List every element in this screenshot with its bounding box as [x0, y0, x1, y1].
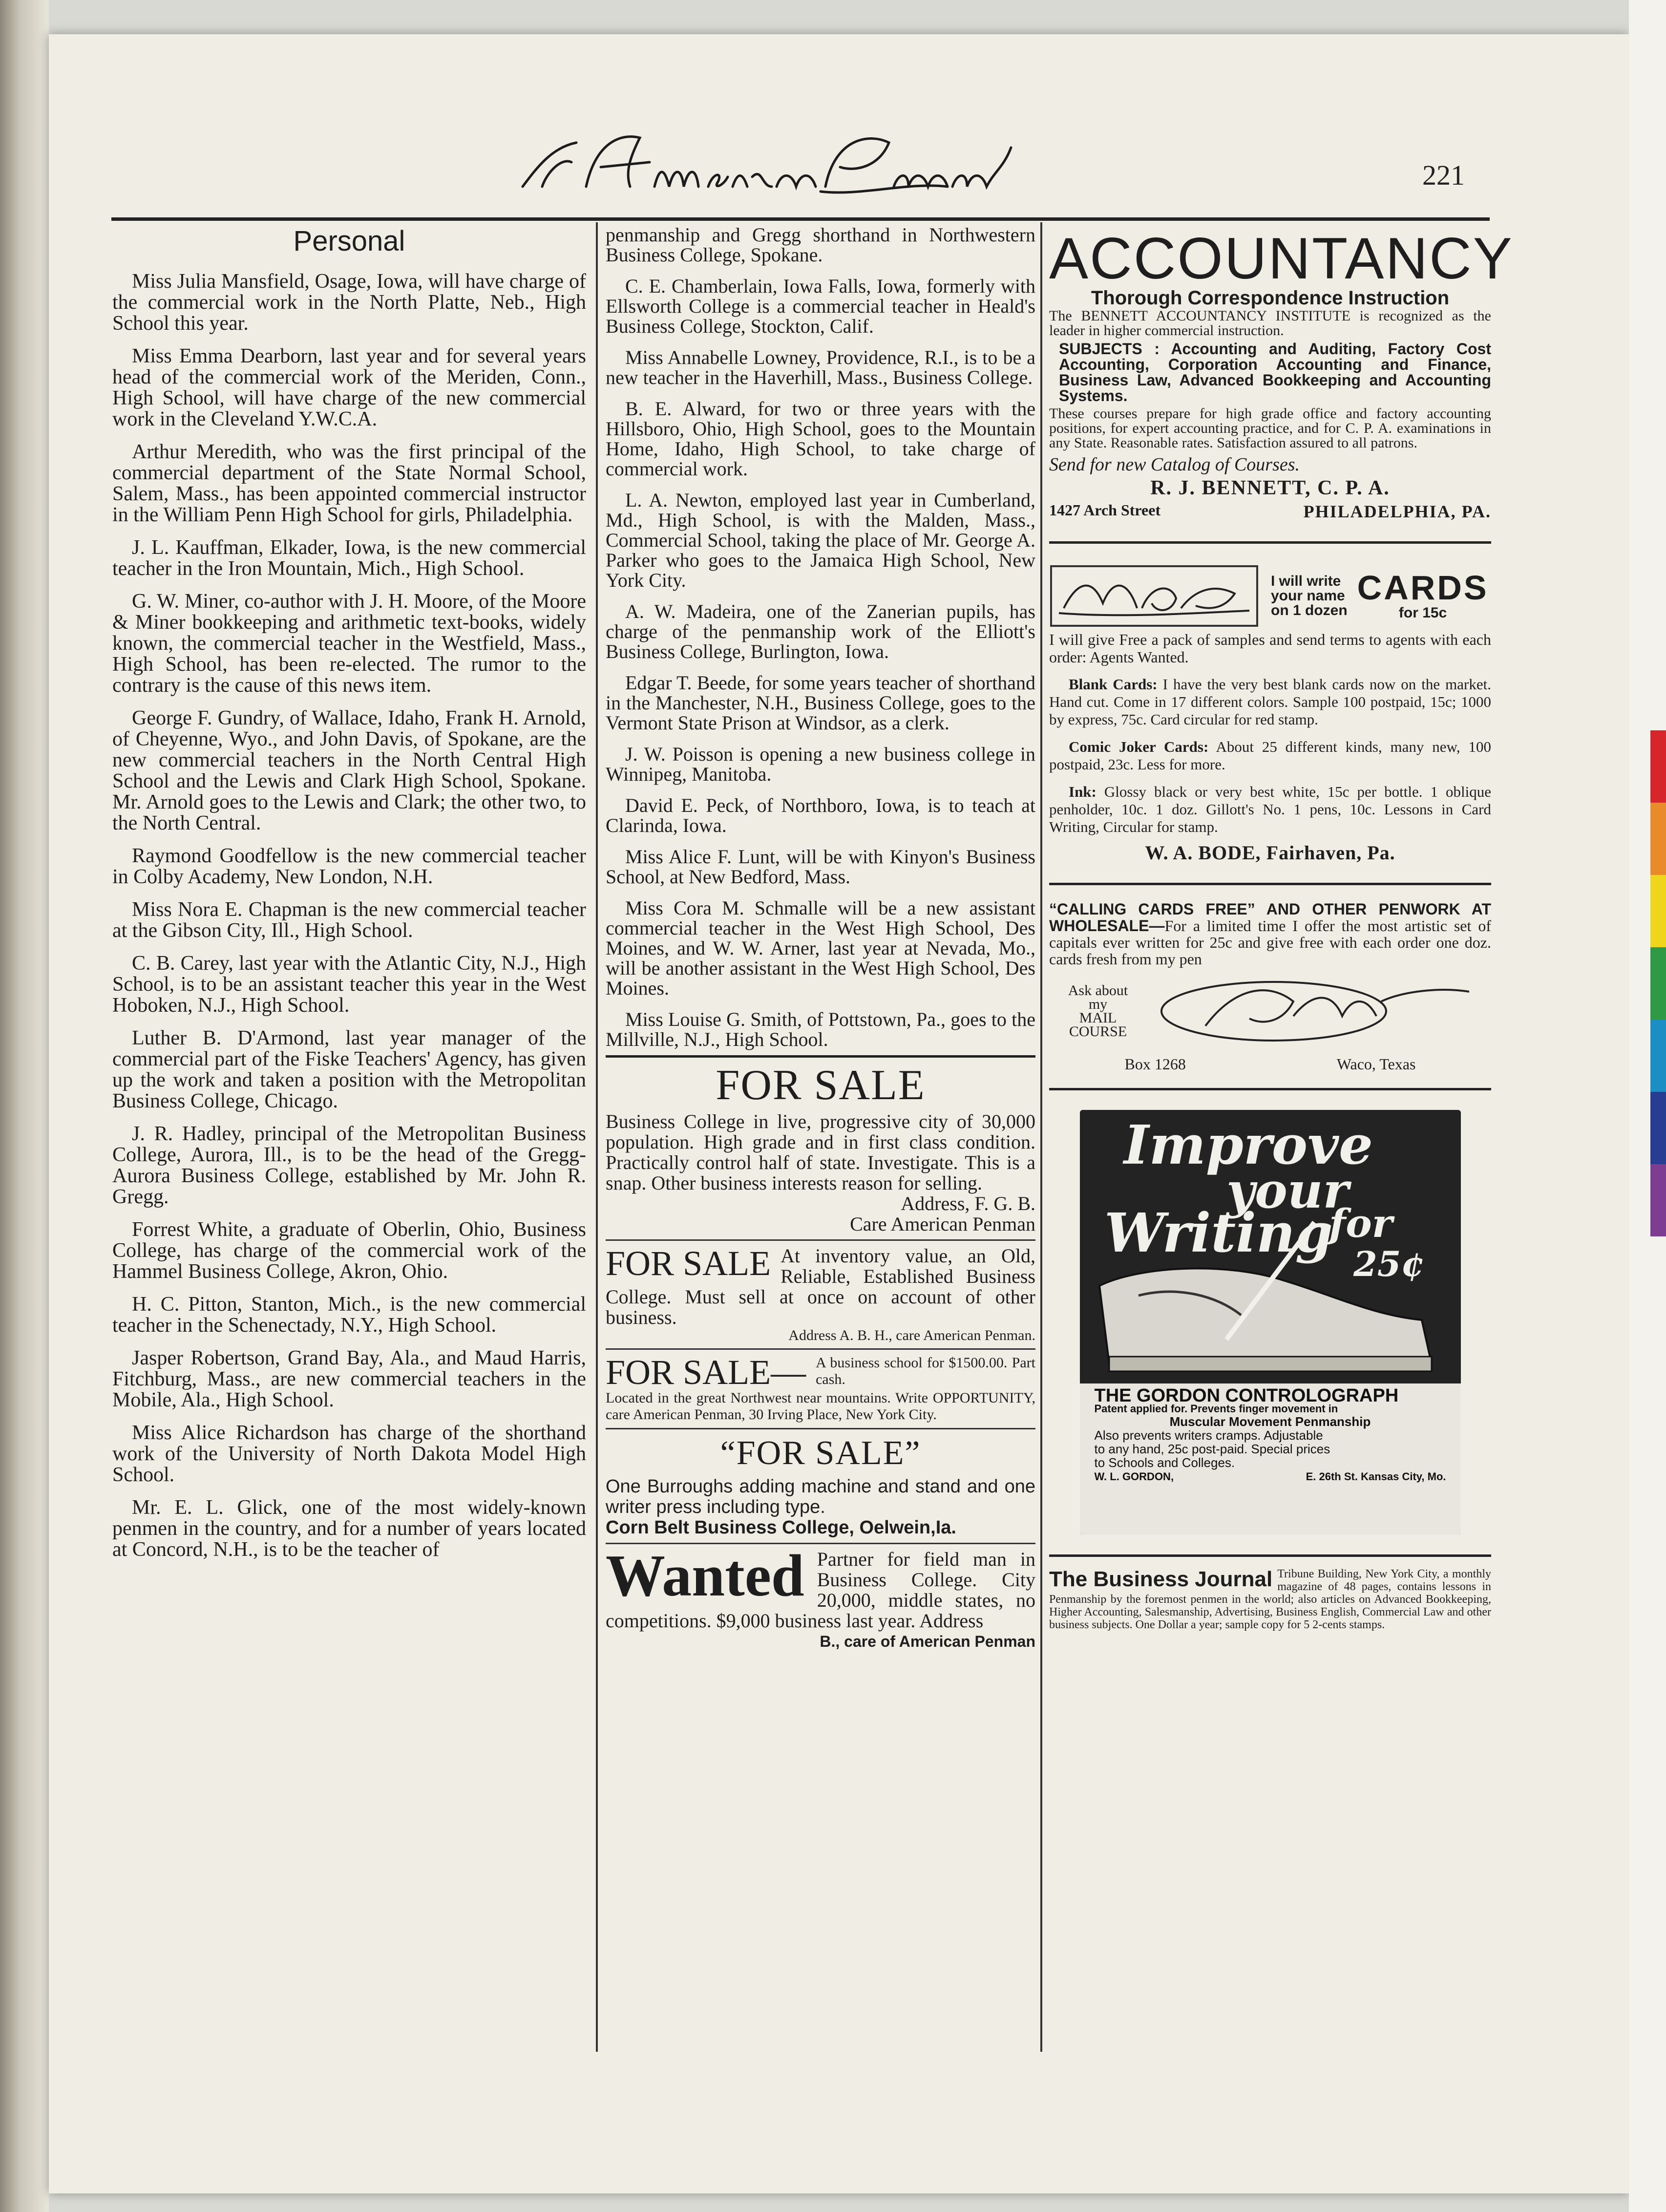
color-swatch-blue [1650, 1092, 1666, 1164]
headline-word: Improve [1123, 1113, 1373, 1176]
ad-text: For a limited time I offer the most artistic set of capitals ever written for 25c and give free with each order one doz. cards fresh from my pen [1049, 917, 1491, 968]
color-swatch-yellow [1650, 875, 1666, 947]
product-name: THE GORDON CONTROLOGRAPH [1094, 1385, 1399, 1406]
column-divider-2 [1040, 222, 1042, 2052]
ad-body [1049, 901, 1491, 967]
ad-title: The Business Journal [1049, 1567, 1273, 1591]
ad-city: Waco, Texas [1336, 1055, 1416, 1073]
ad-name: W. L. GORDON, [1094, 1470, 1174, 1483]
news-item: Edgar T. Beede, for some years teacher of shorthand in the Manchester, N.H., Business College, goes to the Vermont State Prison at Windsor, as a clerk. [606, 672, 1035, 734]
ad-subjects: SUBJECTS : Accounting and Auditing, Factory Cost Accounting, Corporation Accounting and Finance, Business Law, Advanced Bookkeeping and Accounting Systems. [1059, 340, 1491, 404]
ad-divider [606, 1543, 1035, 1544]
for-sale-ad-1 [606, 1063, 1035, 1234]
color-swatch-red [1650, 730, 1666, 803]
ad-title [606, 1355, 806, 1390]
ad-address [1095, 1469, 1446, 1484]
news-item: J. W. Poisson is opening a new business college in Winnipeg, Manitoba. [606, 743, 1035, 785]
ad-line: COURSE [1069, 1023, 1127, 1040]
ad-text: About 25 different kinds, many new, 100 postpaid, 23c. Less for more. [1049, 738, 1491, 773]
ad-divider [606, 1055, 1035, 1058]
news-item: A. W. Madeira, one of the Zanerian pupils, has charge of the penmanship work of the Elliott's Business College, Burlington, Iowa. [606, 600, 1035, 662]
ad-divider [606, 1428, 1035, 1429]
ad-address [1049, 501, 1491, 522]
for-sale-ad-4 [606, 1434, 1035, 1538]
ad-lead: A business school for $1500.00. Part cash. [816, 1355, 1035, 1387]
ink [1049, 783, 1491, 836]
news-item: George F. Gundry, of Wallace, Idaho, Frank H. Arnold, of Cheyenne, Wyo., and John Davis, of Spokane, are the new commercial teachers in the North Central High School and the Lewis and Clark High School, Spokane. Mr. Arnold goes to the Lewis and Clark; the other two, to the North Central. [112, 707, 586, 834]
ad-body: Tribune Building, New York City, a monthly magazine of 48 pages, contains lessons in Penmanship by the foremost penmen in the world; also articles on Advanced Bookkeeping, Higher Accounting, Salesmanship, Advertising, Business English, Commercial Law and other business subjects. One Dollar a year; sample copy for 5 2-cents stamps. [1049, 1568, 1491, 1631]
ad-line: to any hand, 25c post-paid. Special prices [1094, 1442, 1330, 1456]
news-item: Miss Louise G. Smith, of Pottstown, Pa., goes to the Millville, N.J., High School. [606, 1008, 1035, 1050]
color-swatch-green [1650, 947, 1666, 1020]
ad-courses: These courses prepare for high grade office and factory accounting positions, for expert accounting practice, and for C. P. A. examinations in any State. Reasonable rates. Satisfaction assured to all patrons. [1049, 405, 1491, 451]
ad-divider [606, 1348, 1035, 1350]
news-item: J. R. Hadley, principal of the Metropolitan Business College, Aurora, Ill., is to be the head of the Gregg-Aurora Business College, established by Mr. John R. Gregg. [112, 1123, 586, 1208]
news-item: Arthur Meredith, who was the first principal of the commercial department of the State Normal School, Salem, Mass., has been appointed commercial instructor in the William Penn High School for girls, Philadelphia. [112, 441, 586, 526]
color-swatch-purple [1650, 1164, 1666, 1236]
news-item: Miss Alice F. Lunt, will be with Kinyon's Business School, at New Bedford, Mass. [606, 846, 1035, 888]
ad-name: R. J. BENNETT, C. P. A. [1150, 477, 1390, 499]
ad-text: I have the very best blank cards now on the market. Hand cut. Come in 17 different colors. Sample 100 postpaid, 15c; 1000 by express, 75c. Card circular for red stamp. [1049, 676, 1491, 728]
news-item: H. C. Pitton, Stanton, Mich., is the new commercial teacher in the Schenectady, N.Y., High School. [112, 1293, 586, 1337]
headline-word: 25¢ [1353, 1244, 1425, 1284]
ad-divider [1049, 541, 1491, 544]
ad-intro: The BENNETT ACCOUNTANCY INSTITUTE is recognized as the leader in higher commercial instruction. [1049, 308, 1491, 339]
gordon-ad-illustration [1080, 1110, 1461, 1535]
ad-title-dash: — [771, 1355, 806, 1392]
news-item: Raymond Goodfellow is the new commercial teacher in Colby Academy, New London, N.H. [112, 845, 586, 888]
column-divider-1 [596, 222, 598, 2052]
ad-title: Wanted [606, 1549, 804, 1609]
ad-address: Address, F. G. B. [901, 1192, 1035, 1214]
advertisement-column [1049, 225, 1514, 1631]
ad-address [1049, 1055, 1491, 1073]
news-item: David E. Peck, of Northboro, Iowa, is to teach at Clarinda, Iowa. [606, 794, 1035, 836]
ad-divider [1049, 883, 1491, 885]
ad-body: I will give Free a pack of samples and send terms to agents with each order: Agents Wanted. [1049, 631, 1491, 666]
ad-signature: B., care of American Penman [820, 1633, 1035, 1650]
ad-catalog: Send for new Catalog of Courses. [1049, 454, 1300, 475]
ad-title: CARDS [1357, 569, 1489, 607]
news-item: Mr. E. L. Glick, one of the most widely-known penmen in the country, and for a number of years located at Concord, N.H., is to be the teacher of [112, 1496, 586, 1561]
ad-line: on 1 dozen [1271, 602, 1348, 618]
news-item: Miss Annabelle Lowney, Providence, R.I., is to be a new teacher in the Haverhill, Mass., Business College. [606, 346, 1035, 388]
ad-signature: W. A. BODE, Fairhaven, Pa. [1145, 842, 1395, 864]
ad-title: “FOR SALE” [720, 1434, 921, 1472]
ad-title: FOR SALE [606, 1246, 771, 1283]
news-item: Miss Cora M. Schmalle will be a new assistant commercial teacher in the West High School, Des Moines, and W. W. Arner, last year at Nevada, Mo., will be another assistant in the West High School, Des Moines. [606, 897, 1035, 999]
news-item: C. E. Chamberlain, Iowa Falls, Iowa, formerly with Ellsworth College is a commercial teacher in Heald's Business College, Stockton, Calif. [606, 275, 1035, 337]
color-swatch-cyan [1650, 1020, 1666, 1092]
ad-title: ACCOUNTANCY [1049, 226, 1514, 291]
news-item: Luther B. D'Armond, last year manager of the commercial part of the Fiske Teachers' Agency, has given up the work and taken a position with the Metropolitan Business College, Chicago. [112, 1027, 586, 1112]
ad-line: I will write [1271, 573, 1341, 589]
color-swatch-orange [1650, 803, 1666, 875]
page-number: 221 [1422, 159, 1465, 191]
section-title: Personal [293, 225, 405, 257]
masthead-logo [518, 113, 1016, 211]
ad-divider [1049, 1554, 1491, 1557]
for-sale-ad-2 [606, 1246, 1035, 1343]
ad-price: for 15c [1398, 605, 1447, 621]
news-item: Miss Emma Dearborn, last year and for several years head of the commercial work of the Meriden, Conn., High School, will have charge of the new commercial work in the Cleveland Y.W.C.A. [112, 345, 586, 430]
ad-label: Blank Cards: [1069, 676, 1158, 693]
calling-cards-ad [1049, 891, 1491, 1073]
wanted-ad [606, 1549, 1035, 1652]
ad-line: your name [1271, 588, 1345, 604]
blank-cards [1049, 676, 1491, 728]
headline-word: your [1226, 1162, 1349, 1219]
book-spine-shadow [0, 0, 49, 2212]
ad-address: Address A. B. H., care American Penman. [788, 1327, 1035, 1343]
ad-label: Comic Joker Cards: [1069, 738, 1209, 755]
ad-line: Patent applied for. Prevents finger movement in [1094, 1403, 1338, 1415]
news-and-ads-column [606, 225, 1035, 1652]
signature-sample-image [1049, 564, 1259, 628]
ad-line: MAIL [1079, 1010, 1117, 1026]
ad-line: my [1088, 996, 1108, 1012]
headline-word: Writing [1104, 1201, 1333, 1264]
joker-cards [1049, 738, 1491, 773]
ad-city: PHILADELPHIA, PA. [1303, 502, 1491, 521]
personal-column [112, 225, 586, 1572]
ad-body: Business College in live, progressive city of 30,000 population. High grade and in first class condition. Practically control half of state. Investigate. This is a snap. Other business interests reason for selling. [606, 1110, 1035, 1194]
ad-line: Also prevents writers cramps. Adjustable [1094, 1428, 1323, 1443]
news-item: Miss Julia Mansfield, Osage, Iowa, will have charge of the commercial work in the North Platte, Neb., High School this year. [112, 270, 586, 335]
ad-body: At inventory value, an Old, Reliable, Established Business College. Must sell at once on account of other business. [606, 1246, 1035, 1328]
header-rule [111, 217, 1490, 221]
for-sale-ad-3 [606, 1355, 1035, 1423]
accountancy-ad [1049, 226, 1514, 522]
news-item: L. A. Newton, employed last year in Cumberland, Md., High School, is with the Malden, Mass., Commercial School, taking the place of Mr. George A. Parker who goes to the Jamaica High School, New York City. [606, 489, 1035, 591]
cards-ad [1049, 550, 1491, 863]
ad-signature: Corn Belt Business College, Oelwein,Ia. [606, 1517, 956, 1538]
ad-title-text: FOR SALE [606, 1355, 771, 1392]
ad-title: FOR SALE [716, 1062, 926, 1109]
news-item: G. W. Miner, co-author with J. H. Moore, of the Moore & Miner bookkeeping and arithmetic text-books, widely known, the commercial teacher in the Westfield, Mass., High School, has been re-elected. The rumor to the contrary is the cause of this news item. [112, 590, 586, 697]
news-item: B. E. Alward, for two or three years with the Hillsboro, Ohio, High School, goes to the Mountain Home, Idaho, High School, to take charge of commercial work. [606, 398, 1035, 480]
business-journal-ad [1049, 1563, 1491, 1631]
ad-body: Located in the great Northwest near mountains. Write OPPORTUNITY, care American Penman, 30 Irving Place, New York City. [606, 1390, 1035, 1423]
news-item: Miss Nora E. Chapman is the new commercial teacher at the Gibson City, Ill., High School. [112, 898, 586, 942]
ad-label: Ink: [1069, 783, 1097, 800]
news-item: Miss Alice Richardson has charge of the shorthand work of the University of North Dakota Model High School. [112, 1422, 586, 1486]
ad-body: One Burroughs adding machine and stand and one writer press including type. [606, 1476, 1035, 1517]
news-item: penmanship and Gregg shorthand in Northwestern Business College, Spokane. [606, 224, 1035, 266]
ad-body: Partner for field man in Business College. City 20,000, middle states, no competitions. $9,000 business last year. Address [606, 1549, 1035, 1632]
gordon-ad [1049, 1096, 1491, 1535]
ad-line: Ask about [1068, 982, 1128, 999]
ad-line: to Schools and Colleges. [1094, 1455, 1235, 1470]
signature-flourish-image [1147, 972, 1479, 1050]
ad-street: 1427 Arch Street [1049, 501, 1161, 519]
news-item: J. L. Kauffman, Elkader, Iowa, is the new commercial teacher in the Iron Mountain, Mich., High School. [112, 536, 586, 580]
news-item: Jasper Robertson, Grand Bay, Ala., and Maud Harris, Fitchburg, Mass., are new commercial teachers in the Mobile, Ala., High School. [112, 1347, 586, 1411]
news-item: Forrest White, a graduate of Oberlin, Ohio, Business College, has charge of the commercial work of the Hammel Business College, Akron, Ohio. [112, 1218, 586, 1283]
ad-box: Box 1268 [1124, 1055, 1186, 1073]
ad-street: E. 26th St. Kansas City, Mo. [1306, 1470, 1446, 1483]
ad-divider [1049, 1088, 1491, 1090]
ad-address: Care American Penman [850, 1213, 1035, 1235]
ad-subtitle: Thorough Correspondence Instruction [1091, 287, 1450, 309]
pen-hand-illustration [1080, 1110, 1461, 1383]
ad-text: Glossy black or very best white, 15c per bottle. 1 oblique penholder, 10c. 1 doz. Gillott's No. 1 pens, 10c. Lessons in Card Writing, Circular for stamp. [1049, 783, 1492, 835]
ad-divider [606, 1239, 1035, 1241]
ad-line: Muscular Movement Penmanship [1169, 1414, 1371, 1429]
headline-word: for [1329, 1200, 1392, 1246]
page-right-margin [1629, 0, 1666, 2212]
ad-headline: “CALLING CARDS FREE” AND OTHER PENWORK AT WHOLESALE— [1049, 900, 1491, 935]
news-item: C. B. Carey, last year with the Atlantic City, N.J., High School, is to be an assistant teacher this year in the West Hoboken, N.J., High School. [112, 952, 586, 1017]
